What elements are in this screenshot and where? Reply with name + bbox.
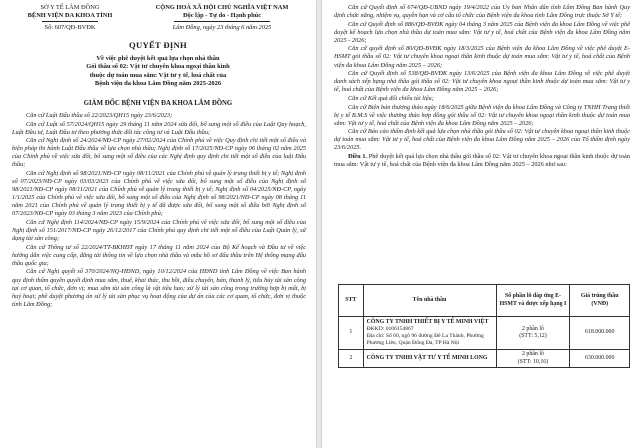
column-header-value: Giá trúng thầu (VNĐ) [570, 285, 630, 317]
legal-basis-paragraph: Căn cứ Quyết định số 538/QĐ-BVĐK ngày 13/6/2025 của Bệnh viện đa khoa Lâm Đồng về việc phê duyệt danh sách xếp hạng nhà thầu gói thầu số 02: Vật tư chuyên khoa ngoại thần kinh thuộc dự toán mua sắm: Vật tư y tế, hoá chất của Bệnh viện đa khoa Lâm Đồng năm 2025 – 2026; [334, 70, 630, 94]
document-title: QUYẾT ĐỊNH [129, 40, 187, 50]
legal-basis-paragraph: Căn cứ Luật Đấu thầu số 22/2023/QH15 ngày 23/6/2023; [26, 112, 173, 119]
table-row [339, 317, 630, 350]
column-header-stt: STT [339, 285, 364, 317]
article-1-text: Phê duyệt kết quả lựa chọn nhà thầu gói thầu số 02: Vật tư chuyên khoa ngoại thần kinh thuộc dự toán mua sắm: Vật tư y tế, hoá chất của Bệnh viện đa khoa Lâm Đồng năm 2025 – 2026 như sau: [334, 153, 630, 169]
award-value: 630.000.000 [570, 349, 630, 367]
agency-underline [42, 21, 98, 22]
award-result-table [338, 284, 630, 368]
document-page-1 [0, 0, 316, 448]
article-1 [334, 153, 630, 169]
document-subject [34, 55, 282, 89]
column-header-bidder: Tên nhà thầu [363, 285, 496, 317]
issuing-authority: GIÁM ĐỐC BỆNH VIỆN ĐA KHOA LÂM ĐỒNG [83, 100, 233, 107]
bidder-cell [363, 317, 496, 350]
agency-parent: SỞ Y TẾ LÂM ĐỒNG [40, 4, 100, 11]
legal-basis-paragraph: Căn cứ Nghị định số 24/2024/NĐ-CP ngày 27/02/2024 của Chính phủ về việc Quy định chi tiết một số điều và biện pháp thi hành Luật Đấu thầu về lựa chọn nhà thầu; Nghị định số 17/2025/NĐ-CP ngày 06 tháng 02 năm 2025 của Chính phủ về việc sửa đổi, bổ sung một số điều của các Nghị định quy định chi tiết một số điều của luật Đấu thầu; [12, 137, 306, 169]
bidder-name: CÔNG TY TNHH THIẾT BỊ Y TẾ MINH VIỆT [366, 318, 489, 325]
legal-basis-list [12, 112, 306, 309]
lots-count: 2 phần lô [521, 351, 544, 358]
row-stt: 1 [339, 317, 364, 350]
legal-basis-paragraph: Căn cứ quyết định số 80/QĐ-BVĐK ngày 18/3/2025 của Bệnh viện đa khoa Lâm Đồng về việc phê duyệt E-HSMT gói thầu số 02: Vật tư chuyên khoa ngoại thần kinh thuộc dự toán mua sắm: Vật tư y tế, hoá chất của Bệnh viện đa khoa Lâm Đồng năm 2025 – 2026; [334, 45, 630, 69]
legal-basis-paragraph: Căn cứ Biên bản thương thảo ngày 18/6/2025 giữa Bệnh viện đa khoa Lâm Đồng và Công ty TNHH Trang thiết bị y tế B.M.S về việc thương thảo hợp đồng gói thầu số 02: Vật tư chuyên khoa ngoại thần kinh thuộc dự toán mua sắm: Vật tư y tế, hoá chất của Bệnh viện đa khoa Lâm Đồng năm 2025 – 2026; [334, 103, 630, 127]
legal-basis-paragraph: Căn cứ Báo cáo thẩm định kết quả lựa chọn nhà thầu gói thầu số 02: Vật tư chuyên khoa ngoại thần kinh thuộc dự toán mua sắm: Vật tư y tế, hoá chất của Bệnh viện đa khoa Lâm Đồng năm 2025 – 2026 của Tổ thẩm định ngày 23/6/2025. [334, 128, 630, 152]
legal-basis-paragraph: Căn cứ Nghị định số 98/2021/NĐ-CP ngày 08/11/2021 của Chính phủ về quản lý trang thiết bị y tế; Nghị định số 07/2023/NĐ-CP ngày 03/03/2023 của Chính phủ về việc sửa đổi, bổ sung một số điều của Nghị định số 98/2021/NĐ-CP ngày 08/11/2021 của Chính phủ về quản lý trang thiết bị y tế; Nghị định số 04/2025/NĐ-CP, ngày 1/1/2025 của Chính phủ về việc sửa đổi, bổ sung một số điều của Nghị định số 98/2021/NĐ-CP ngày 08 tháng 11 năm 2021 của Chính phủ về quản lý trang thiết bị y tế đã được sửa đổi, bổ sung một số điều bởi Nghị định số 07/2023/NĐ-CP ngày 03 tháng 3 năm 2023 của Chính phủ; [12, 170, 306, 218]
legal-basis-paragraph: Căn cứ Quyết định số 674/QĐ-UBND ngày 19/4/2022 của Ủy ban Nhân dân tỉnh Lâm Đồng Ban hành Quy định chức năng, nhiệm vụ, quyền hạn và cơ cấu tổ chức của Bệnh viện đa khoa tỉnh Lâm Đồng trực thuộc Sở Y tế; [334, 4, 630, 20]
bidder-registration: ĐKKD: 0106154867 [366, 325, 414, 332]
agency-header [10, 4, 130, 33]
subject-line: thuộc dự toán mua sắm: Vật tư y tế, hoá chất của [89, 71, 227, 79]
legal-basis-paragraph: Căn cứ Kết quả đối chiếu tài liệu; [348, 94, 434, 102]
subject-line: Gói thầu số 02: Vật tư chuyên khoa ngoại thần kinh [86, 63, 230, 71]
legal-basis-paragraph: Căn cứ Thông tư số 22/2024/TT-BKHĐT ngày 17 tháng 11 năm 2024 của Bộ Kế hoạch và Đầu tư về việc hướng dẫn việc cung cấp, đăng tải thông tin về lựa chọn nhà thầu và mẫu hồ sơ đấu thầu trên Hệ thống mạng đấu thầu quốc gia; [12, 243, 306, 267]
national-header [132, 4, 312, 33]
motto-underline [174, 21, 270, 22]
bidder-name: CÔNG TY TNHH VẬT TƯ Y TẾ MINH LONG [366, 354, 488, 361]
document-number: Số: 607/QĐ-BVĐK [44, 24, 96, 32]
legal-basis-paragraph: Căn cứ Quyết định số 886/QĐ-BVĐK ngày 04 tháng 3 năm 2025 của Bệnh viện đa khoa Lâm Đồng về việc phê duyệt kế hoạch lựa chọn nhà thầu dự toán mua sắm: Vật tư y tế, hoá chất của Bệnh viện đa khoa Lâm Đồng năm 2025 - 2026; [334, 20, 630, 44]
document-page-2 [322, 0, 640, 448]
lots-cell [496, 349, 570, 367]
subject-line: Về việc phê duyệt kết quả lựa chọn nhà thầu [96, 55, 220, 62]
agency-name: BỆNH VIỆN ĐA KHOA TỈNH [27, 12, 113, 20]
subject-line: Bệnh viện đa khoa Lâm Đồng năm 2025-2026 [94, 80, 222, 88]
table-row [339, 349, 630, 367]
row-stt: 2 [339, 349, 364, 367]
national-title: CỘNG HOÀ XÃ HỘI CHỦ NGHĨA VIỆT NAM [155, 4, 289, 11]
legal-basis-paragraph: Căn cứ Nghị định 114/2024/NĐ-CP ngày 15/9/2024 của Chính phủ về việc sửa đổi, bổ sung một số điều của Nghị định số 151/2017/NĐ-CP ngày 26/12/2017 của Chính phủ quy định chi tiết một số điều của Luật Quản lý, sử dụng tài sản công; [12, 218, 306, 243]
document-date: Lâm Đồng, ngày 23 tháng 6 năm 2025 [172, 24, 272, 32]
legal-basis-paragraph: Căn cứ Luật số 57/2024/QH15 ngày 29 tháng 11 năm 2024 sửa đổi, bổ sung một số điều của Luật Quy hoạch, Luật Đầu tư, Luật Đầu tư theo phương thức đối tác công tư và Luật Đấu thầu; [12, 120, 306, 136]
award-value: 618.000.000 [570, 317, 630, 350]
national-motto: Độc lập - Tự do - Hạnh phúc [182, 12, 262, 20]
bidder-address: Địa chỉ: Số 60, ngõ 96 đường Đê La Thành, Phường Phương Liên, Quận Đống Đa, TP Hà Nội [366, 332, 484, 347]
lots-cell [496, 317, 570, 350]
column-header-lots: Số phần lô đáp ứng E-HSMT và được xếp hạng I [496, 285, 570, 317]
lots-detail: (STT: 5,12) [519, 332, 547, 339]
lots-detail: (STT: 10,16) [517, 358, 549, 365]
legal-basis-list-continued [334, 4, 630, 170]
article-1-label: Điều 1. [348, 153, 368, 160]
bidder-cell [363, 349, 496, 367]
lots-count: 2 phần lô [521, 325, 544, 332]
legal-basis-paragraph: Căn cứ Nghị quyết số 370/2024/NQ-HĐND, ngày 10/12/2024 của HĐND tỉnh Lâm Đồng về việc Ban hành quy định thẩm quyền quyết định mua sắm, thuê, khai thác, thu hồi, điều chuyển, bán, thanh lý, tiêu hủy tài sản công tại cơ quan, tổ chức, đơn vị; mua sắm tài sản công là vật tiêu hao; xử lý tài sản công trong trường hợp bị mất, bị huỷ hoại; phê duyệt phương án sử lý tài sản phục vụ hoạt động của dự án của các cơ quan, tổ chức, đơn vị thuộc tỉnh Lâm Đồng; [12, 268, 306, 308]
table-header-row [339, 285, 630, 317]
